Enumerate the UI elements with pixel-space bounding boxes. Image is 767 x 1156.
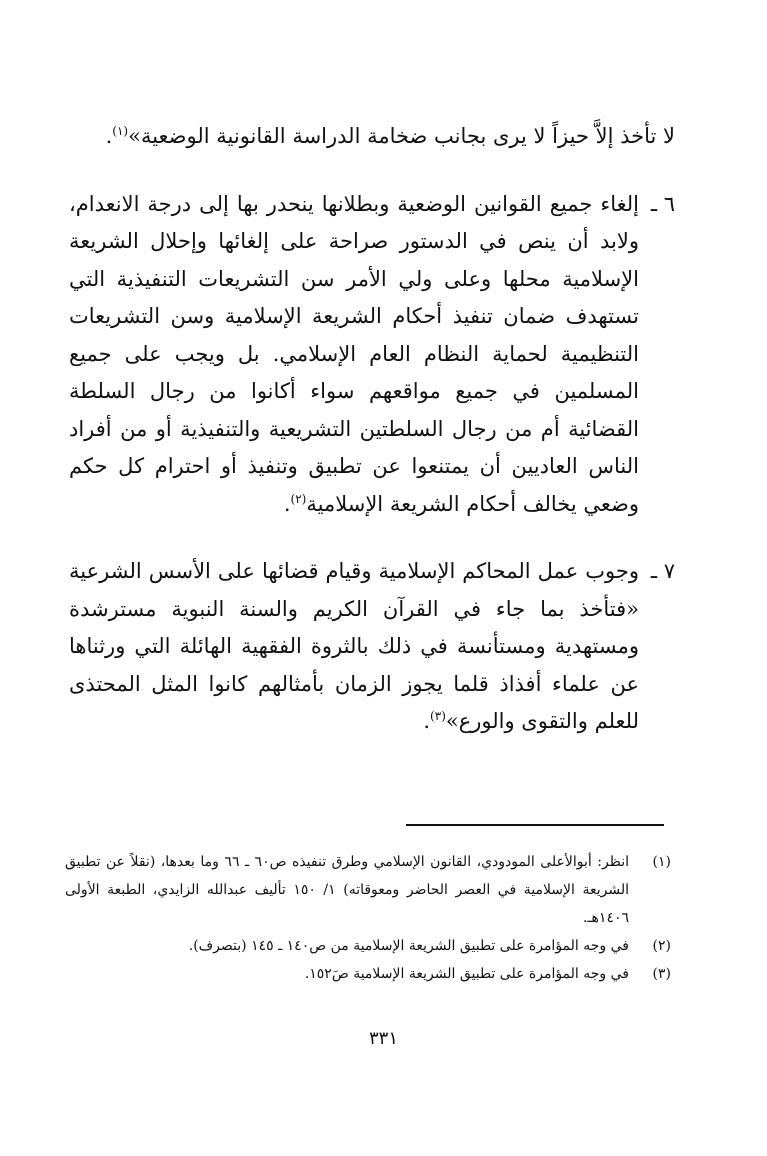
list-item-7 <box>69 553 675 741</box>
item-text-6: إلغاء جميع القوانين الوضعية وبطلانها ينحدر بها إلى درجة الانعدام، ولابد أن ينص في الدستور صراحة على إلغائها وإحلال الشريعة الإسلامية محلها وعلى ولي الأمر سن التشريعات التنفيذية التي تستهدف ضمان تنفيذ أحكام الشريعة الإسلامية وسن التشريعات التنظيمية لحماية النظام العام الإسلامي. بل ويجب على جميع المسلمين في جميع مواقعهم سواء أكانوا من رجال السلطة القضائية أم من رجال السلطتين التشريعية والتنفيذية أو من أفراد الناس العاديين أن يمتنعوا عن تطبيق وتنفيذ أو احترام كل حكم وضعي يخالف أحكام الشريعة الإسلامية <box>69 191 639 516</box>
footnote-ref-2: (٢) <box>290 491 307 506</box>
main-text <box>69 118 675 771</box>
intro-text: لا تأخذ إلاَّ حيزاً لا يرى بجانب ضخامة الدراسة القانونية الوضعية» <box>128 124 675 148</box>
footnote-2 <box>65 932 675 960</box>
item-text-7: وجوب عمل المحاكم الإسلامية وقيام قضائها على الأسس الشرعية «فتأخذ بما جاء في القرآن الكريم والسنة النبوية مسترشدة ومستهدية ومستأنسة في ذلك بالثروة الفقهية الهائلة التي ورثناها عن علماء أفذاذ قلما يجوز الزمان بأمثالهم كانوا المثل المحتذى للعلم والتقوى والورع» <box>69 559 639 733</box>
footnotes <box>65 848 675 988</box>
list-item-6 <box>69 186 675 524</box>
footnote-ref-1: (١) <box>112 124 129 138</box>
intro-tail: . <box>105 124 113 148</box>
item-number-6: ٦ ـ <box>650 191 675 216</box>
footnote-number-2: (٢) <box>652 938 671 954</box>
footnote-text-1: انظر: أبوالأعلى المودودي، القانون الإسلامي وطرق تنفيذه ص٦٠ ـ ٦٦ وما بعدها، (نقلاً عن تطبيق الشريعة الإسلامية في العصر الحاضر ومعوقاته) ١/ ١٥٠ تأليف عبدالله الزايدي، الطبعة الأولى ١٤٠٦هـ. <box>65 854 629 926</box>
footnote-text-2: في وجه المؤامرة على تطبيق الشريعة الإسلامية من ص١٤٠ ـ ١٤٥ (بتصرف). <box>188 938 629 954</box>
footnote-number-1: (١) <box>652 854 671 870</box>
item-tail-7: . <box>423 709 431 733</box>
item-tail-6: . <box>283 491 291 516</box>
item-paragraph-7 <box>69 553 639 741</box>
footnote-ref-3: (٣) <box>430 709 446 723</box>
footnote-text-3: في وجه المؤامرة على تطبيق الشريعة الإسلامية صَ١٥٢. <box>304 966 629 982</box>
footnote-3 <box>65 960 675 988</box>
footnote-divider <box>406 824 664 826</box>
intro-paragraph <box>69 118 675 156</box>
footnote-1 <box>65 848 675 932</box>
page-number: ٣٣١ <box>368 1028 398 1049</box>
item-paragraph-6 <box>69 186 639 524</box>
item-number-7: ٧ ـ <box>650 559 675 583</box>
footnote-number-3: (٣) <box>652 966 671 982</box>
